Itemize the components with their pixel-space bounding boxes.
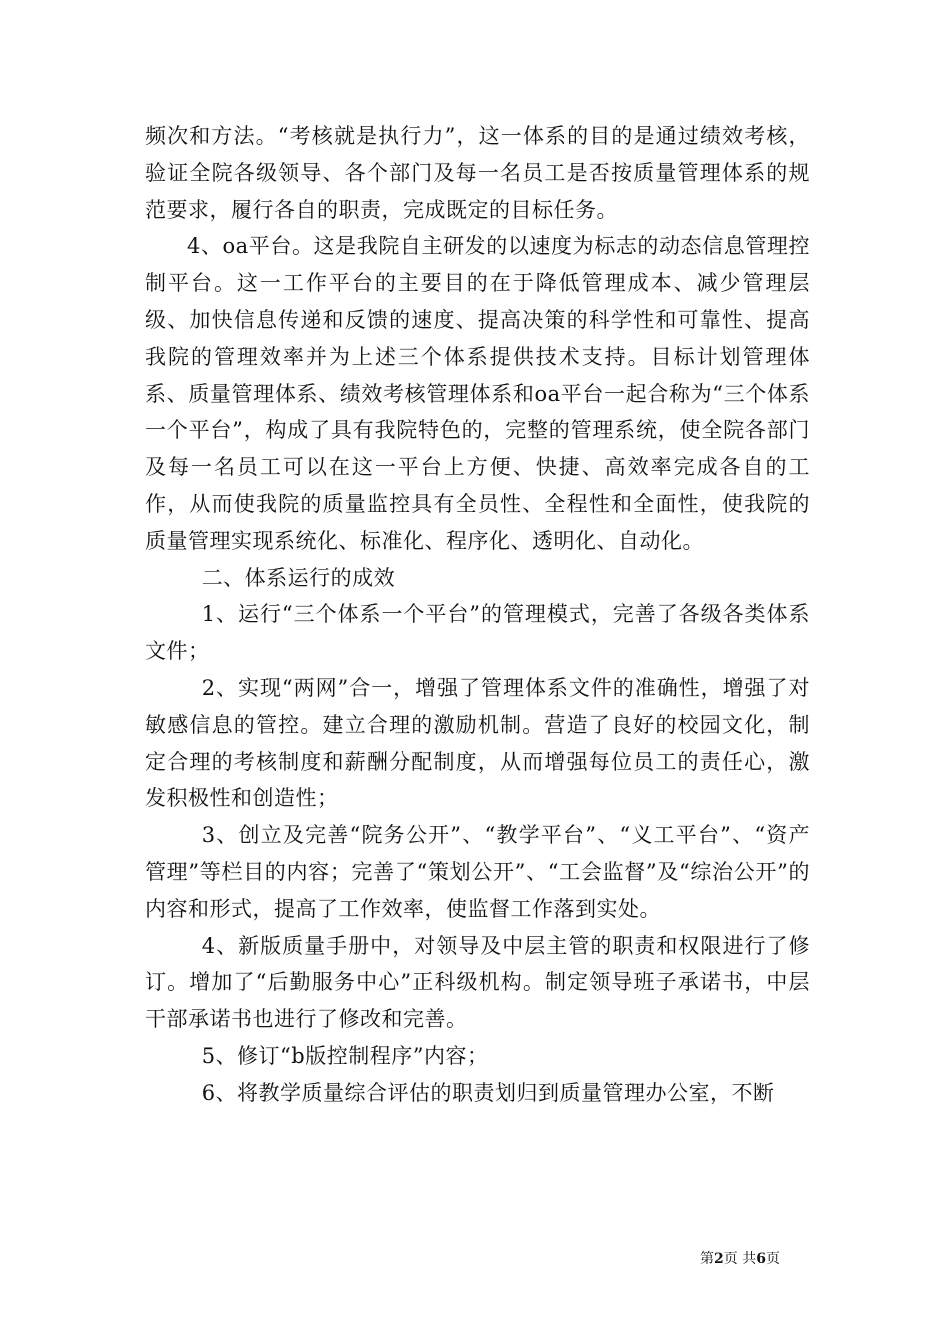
footer-suffix: 页 <box>765 1251 780 1267</box>
list-item-5: 5、修订“b版控制程序”内容； <box>201 1043 489 1068</box>
list-item-2: 2、实现“两网”合一，增强了管理体系文件的准确性，增强了对敏感信息的管控。建立合理的激励机制。营造了良好的校园文化，制定合理的考核制度和薪酬分配制度，从而增强每位员工的责任心，激发积极性和创造性； <box>145 675 810 811</box>
list-item-1: 1、运行“三个体系一个平台”的管理模式，完善了各级各类体系文件； <box>145 602 810 664</box>
list-item-6: 6、将教学质量综合评估的职责划归到质量管理办公室，不断 <box>201 1080 775 1105</box>
document-body <box>145 118 810 1112</box>
footer-middle: 页 共 <box>723 1251 757 1267</box>
paragraph-continuation: 频次和方法。“考核就是执行力”，这一体系的目的是通过绩效考核，验证全院各级领导、各个部门及每一名员工是否按质量管理体系的规范要求，履行各自的职责，完成既定的目标任务。 <box>145 124 810 222</box>
section-heading-results: 二、体系运行的成效 <box>201 565 396 590</box>
page-footer <box>700 1248 780 1268</box>
paragraph-oa-platform: 4、oa平台。这是我院自主研发的以速度为标志的动态信息管理控制平台。这一工作平台的主要目的在于降低管理成本、减少管理层级、加快信息传递和反馈的速度、提高决策的科学性和可靠性、提高我院的管理效率并为上述三个体系提供技术支持。目标计划管理体系、质量管理体系、绩效考核管理体系和oa平台一起合称为“三个体系一个平台”，构成了具有我院特色的，完整的管理系统，使全院各部门及每一名员工可以在这一平台上方便、快捷、高效率完成各自的工作，从而使我院的质量监控具有全员性、全程性和全面性，使我院的质量管理实现系统化、标准化、程序化、透明化、自动化。 <box>145 234 810 553</box>
list-item-3: 3、创立及完善“院务公开”、“教学平台”、“义工平台”、“资产管理”等栏目的内容；完善了“策划公开”、“工会监督”及“综治公开”的内容和形式，提高了工作效率，使监督工作落到实处。 <box>145 823 810 921</box>
footer-total-pages: 6 <box>756 1251 766 1267</box>
footer-current-page: 2 <box>714 1251 724 1267</box>
list-item-4: 4、新版质量手册中，对领导及中层主管的职责和权限进行了修订。增加了“后勤服务中心”正科级机构。制定领导班子承诺书，中层干部承诺书也进行了修改和完善。 <box>145 933 810 1032</box>
footer-prefix: 第 <box>700 1251 714 1267</box>
